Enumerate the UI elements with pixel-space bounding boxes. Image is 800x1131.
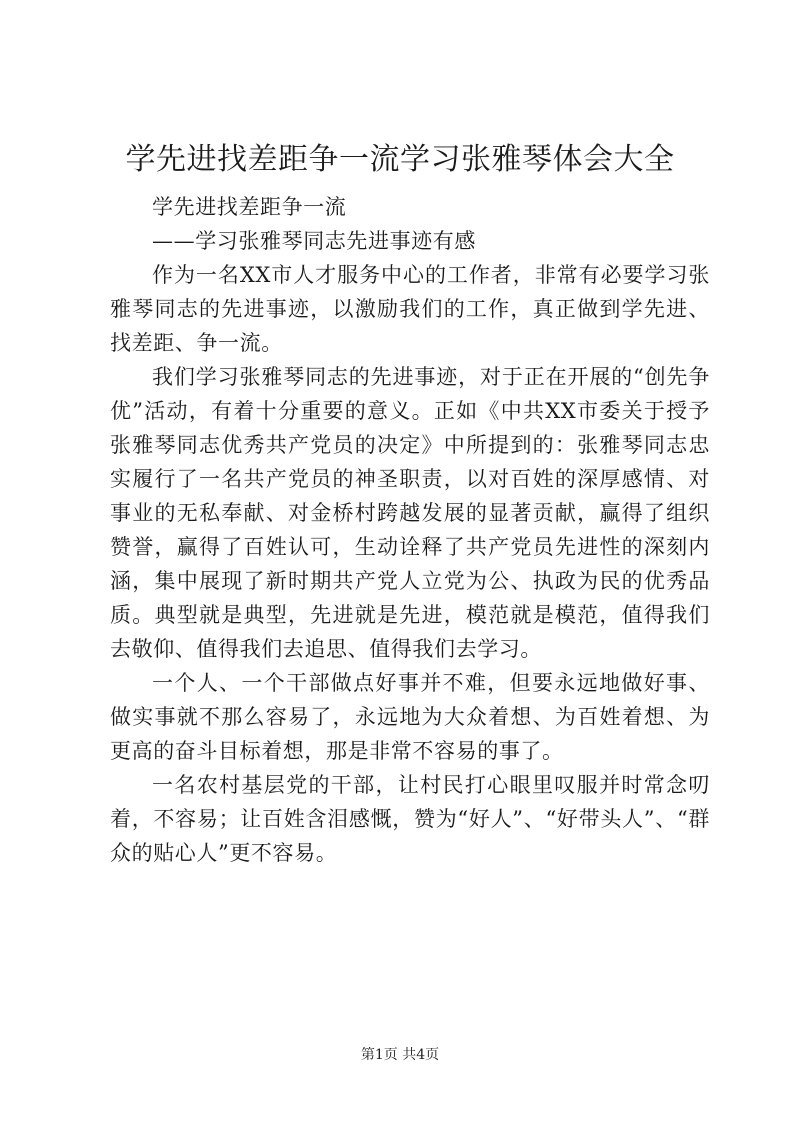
subtitle-line-1: 学先进找差距争一流	[152, 195, 347, 219]
subtitle-line-2: ——学习张雅琴同志先进事迹有感	[152, 229, 476, 253]
page-number-footer: 第1页 共4页	[360, 1047, 440, 1063]
paragraph: 我们学习张雅琴同志的先进事迹，对于正在开展的“创先争优”活动，有着十分重要的意义。正如《中共XX市委关于授予张雅琴同志优秀共产党员的决定》中所提到的：张雅琴同志忠实履行了一名共产党员的神圣职责，以对百姓的深厚感情、对事业的无私奉献、对金桥村跨越发展的显著贡献，赢得了组织赞誉，赢得了百姓认可，生动诠释了共产党员先进性的深刻内涵，集中展现了新时期共产党人立党为公、执政为民的优秀品质。典型就是典型，先进就是先进，模范就是模范，值得我们去敬仰、值得我们去追思、值得我们去学习。	[110, 365, 710, 661]
document-title: 学先进找差距争一流学习张雅琴体会大全	[125, 142, 675, 177]
document-body	[110, 190, 710, 870]
paragraph: 一名农村基层党的干部，让村民打心眼里叹服并时常念叨着，不容易；让百姓含泪感慨，赞为“好人”、“好带头人”、“群众的贴心人”更不容易。	[110, 773, 710, 865]
paragraph: 作为一名XX市人才服务中心的工作者，非常有必要学习张雅琴同志的先进事迹，以激励我们的工作，真正做到学先进、找差距、争一流。	[110, 263, 710, 355]
paragraph: 一个人、一个干部做点好事并不难，但要永远地做好事、做实事就不那么容易了，永远地为大众着想、为百姓着想、为更高的奋斗目标着想，那是非常不容易的事了。	[110, 671, 710, 763]
